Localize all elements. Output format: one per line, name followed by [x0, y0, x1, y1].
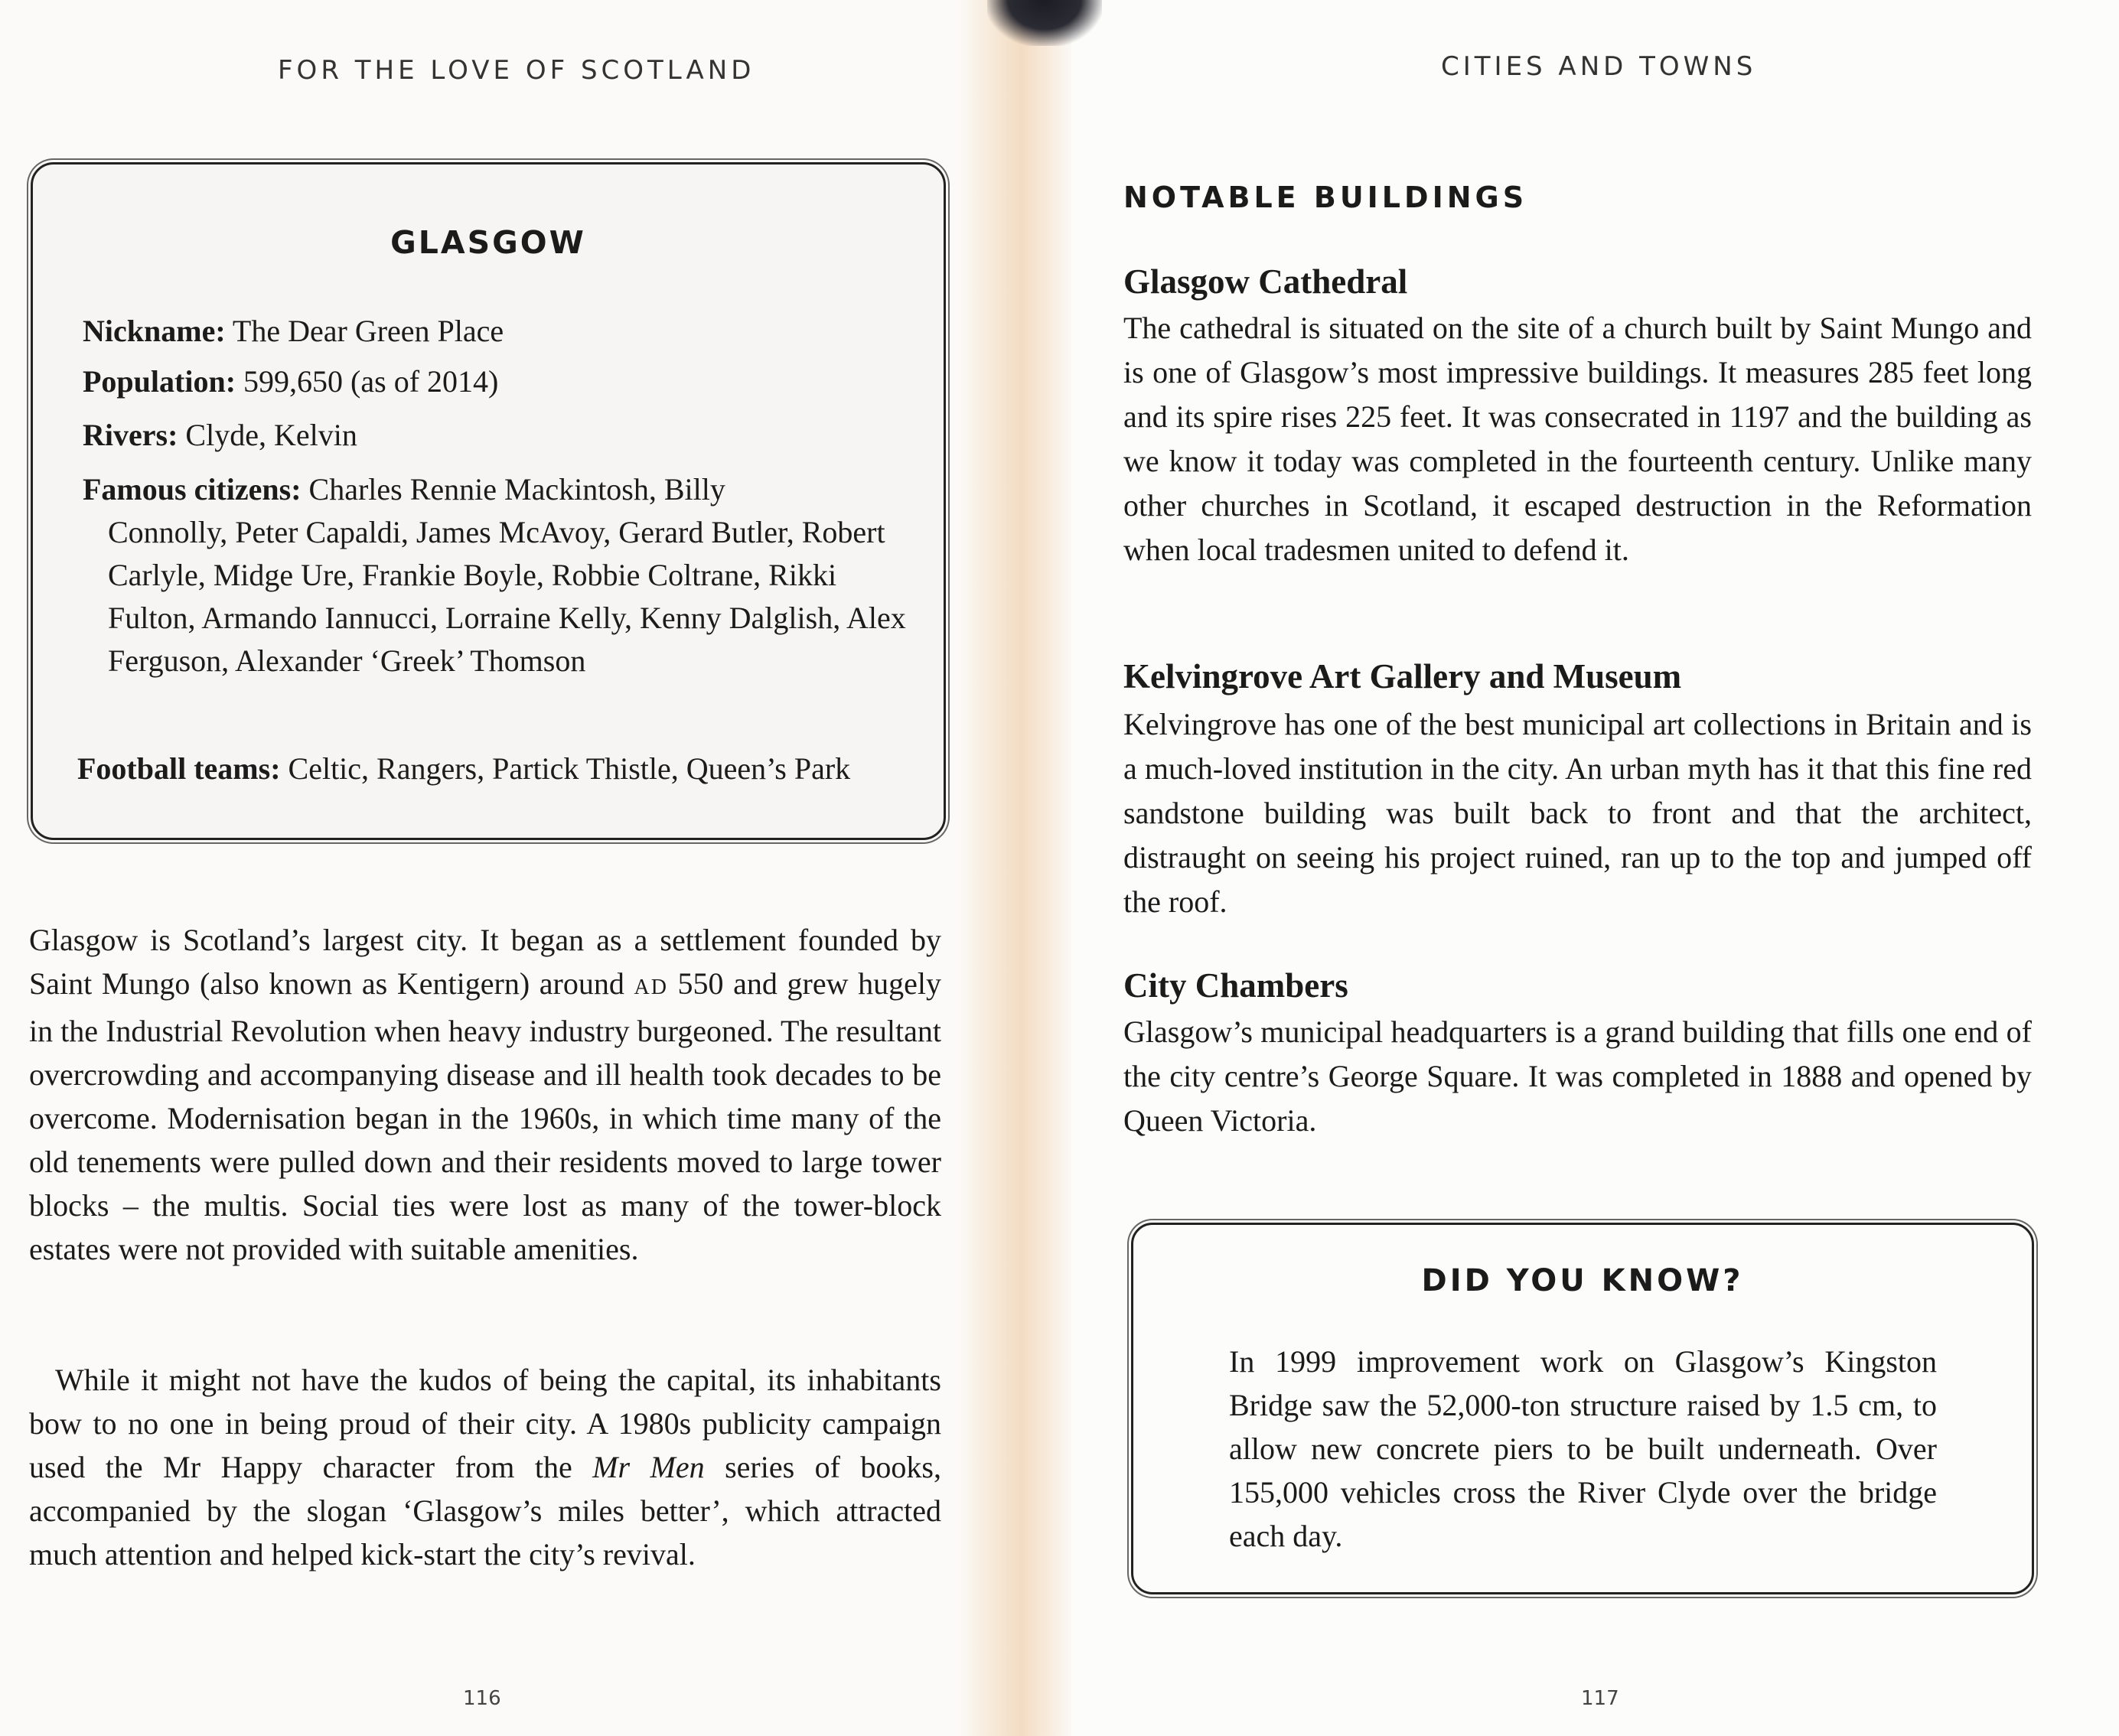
fact-football-label: Football teams: — [77, 751, 281, 786]
notable-buildings-heading: NOTABLE BUILDINGS — [1123, 181, 1528, 214]
right-running-head: CITIES AND TOWNS — [1441, 51, 1757, 82]
paragraph-2-text-a: While it might not have the kudos of being the capital, its inhabitants bow to no one in being proud of their city. A 1980s publicity campaign used the Mr Happy character from the — [29, 1363, 941, 1484]
fact-rivers — [83, 414, 917, 457]
fact-rivers-value: Clyde, Kelvin — [178, 418, 357, 452]
glasgow-fact-box — [31, 162, 946, 840]
left-running-head: FOR THE LOVE OF SCOTLAND — [278, 55, 755, 86]
building-description-city-chambers: Glasgow’s municipal headquarters is a grand building that fills one end of the city centre’s George Square. It was completed in 1888 and opened by Queen Victoria. — [1123, 1015, 2032, 1138]
paragraph-2-italic: Mr Men — [592, 1450, 705, 1484]
fact-famous-citizens — [83, 468, 917, 682]
fact-football-value: Celtic, Rangers, Partick Thistle, Queen’s Park — [280, 751, 851, 786]
glasgow-paragraph-1 — [29, 918, 941, 1271]
fact-box-title: GLASGOW — [390, 224, 586, 261]
paragraph-1-text-a: Glasgow is Scotland’s largest city. It began as a settlement founded by Saint Mungo (also known as Kentigern) around — [29, 923, 941, 1001]
fact-citizens-value-line1: Charles Rennie Mackintosh, Billy — [301, 472, 725, 506]
paragraph-1-ad: AD — [634, 975, 668, 999]
fact-population-label: Population: — [83, 364, 236, 399]
left-page-number: 116 — [463, 1687, 501, 1710]
did-you-know-title: DID YOU KNOW? — [1421, 1263, 1744, 1298]
fact-nickname-value: The Dear Green Place — [225, 314, 504, 348]
fact-citizens-label: Famous citizens: — [83, 472, 302, 506]
fact-population-value: 599,650 (as of 2014) — [236, 364, 499, 399]
fact-rivers-label: Rivers: — [83, 418, 178, 452]
fact-population — [83, 360, 917, 403]
did-you-know-text: In 1999 improvement work on Glasgow’s Kingston Bridge saw the 52,000-ton structure raised by 1.5 cm, to allow new concrete piers to be built underneath. Over 155,000 vehicles cross the River Clyde over the bridge each day. — [1229, 1344, 1937, 1553]
building-name-glasgow-cathedral: Glasgow Cathedral — [1123, 262, 1408, 301]
fact-nickname — [83, 310, 917, 353]
paragraph-2-text-b: series of books, accompanied by the slogan ‘Glasgow’s miles better’, which attracted much attention and helped kick-start the city’s revival. — [29, 1450, 941, 1572]
building-name-city-chambers: City Chambers — [1123, 966, 1348, 1005]
book-spine-shadow — [987, 0, 1102, 46]
book-gutter — [960, 0, 1071, 1736]
fact-nickname-label: Nickname: — [83, 314, 226, 348]
did-you-know-box — [1131, 1223, 2034, 1594]
glasgow-paragraph-2 — [29, 1358, 941, 1576]
building-description-glasgow-cathedral: The cathedral is situated on the site of a church built by Saint Mungo and is one of Glasgow’s most impressive buildings. It measures 285 feet long and its spire rises 225 feet. It was consecrated in 1197 and the building as we know it today was completed in the fourteenth century. Unlike many other churches in Scotland, it escaped destruction in the Reformation when local tradesmen united to defend it. — [1123, 311, 2032, 567]
fact-citizens-value-rest: Connolly, Peter Capaldi, James McAvoy, Gerard Butler, Robert Carlyle, Midge Ure, Frankie Boyle, Robbie Coltrane, Rikki Fulton, Armando Iannucci, Lorraine Kelly, Kenny Dalglish, Alex Ferguson, Alexander ‘Greek’ Thomson — [108, 515, 906, 678]
right-page-number: 117 — [1581, 1687, 1619, 1710]
building-name-kelvingrove: Kelvingrove Art Gallery and Museum — [1123, 657, 1682, 695]
building-description-kelvingrove: Kelvingrove has one of the best municipal art collections in Britain and is a much-loved institution in the city. An urban myth has it that this fine red sandstone building was built back to front and that the architect, distraught on seeing his project ruined, ran up to the top and jumped off the roof. — [1123, 707, 2032, 919]
fact-football-teams — [77, 747, 934, 790]
paragraph-1-text-b: 550 and grew hugely in the Industrial Revolution when heavy industry burgeoned. The resultant overcrowding and accompanying disease and ill health took decades to be overcome. Modernisation began in the 1960s, in which time many of the old tenements were pulled down and their residents moved to large tower blocks – the multis. Social ties were lost as many of the tower-block estates were not provided with suitable amenities. — [29, 966, 941, 1266]
